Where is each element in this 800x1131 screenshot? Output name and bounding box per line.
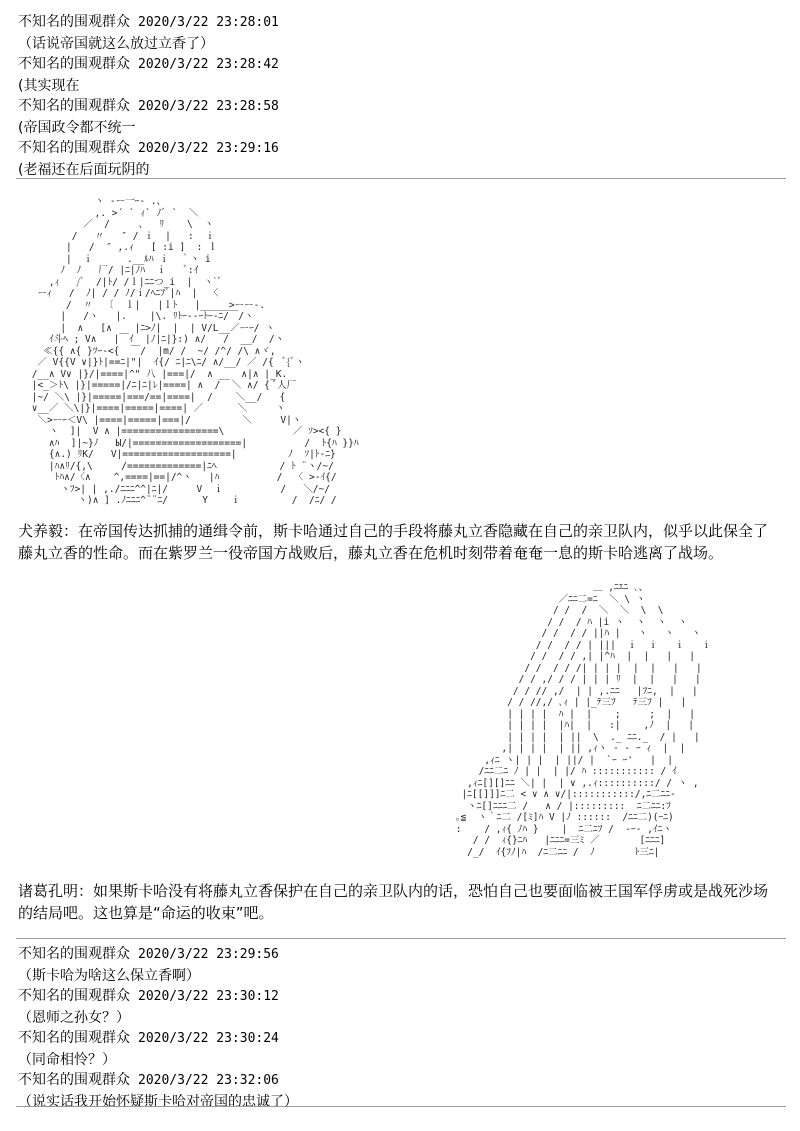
narration-text-1: 犬养毅：在帝国传达抓捕的通缉令前，斯卡哈通过自己的手段将藤丸立香隐藏在自己的亲卫队内，似乎以此保全了藤丸立香的性命。而在紫罗兰一役帝国方战败后，藤丸立香在危机时刻带着奄奄一息的斯卡哈逃离了战场。 [18, 522, 769, 562]
comment-header [18, 138, 786, 160]
comment-text: (其实现在 [18, 77, 80, 94]
section-divider [16, 1106, 786, 1107]
comment-header [18, 54, 786, 76]
comment-timestamp: 2020/3/22 23:30:12 [138, 989, 279, 1004]
comment-username: 不知名的围观群众 [18, 56, 130, 72]
comment-text: （斯卡哈为啥这么保立香啊） [18, 967, 200, 984]
comment-header [18, 12, 786, 34]
comment-text: （恩师之孙女？） [18, 1009, 130, 1026]
comment-header [18, 986, 786, 1008]
comment-header [18, 96, 786, 118]
comment-text: （话说帝国就这么放过立香了） [18, 35, 214, 52]
comment-timestamp: 2020/3/22 23:32:06 [138, 1073, 279, 1088]
comment-username: 不知名的围观群众 [18, 98, 130, 114]
comment-username: 不知名的围观群众 [18, 14, 130, 30]
comment-header [18, 1028, 786, 1050]
comment-header [18, 944, 786, 966]
comment-username: 不知名的围观群众 [18, 988, 130, 1004]
narration-text-2: 诸葛孔明：如果斯卡哈没有将藤丸立香保护在自己的亲卫队内的话，恐怕自己也要面临被王国军俘虏或是战死沙场的结局吧。这也算是“命运的收束”吧。 [18, 882, 769, 922]
comment-username: 不知名的围观群众 [18, 1072, 130, 1088]
section-divider [16, 178, 786, 179]
ascii-art-character-kneeling: ヽ -ー一ｰ- .、 ,. >´ ` ｨ` ﾉﾞ ` ＼ ／ / 、 ﾘ \ ヽ / 〃 ″ / ｉ | : ｉ | / ″ ,.ｨ [ :i ] : ｌ | ｉ .__ﾙﾊ ｉ ｀ヽ i ﾉ ﾉ 厂/ |ﾆ|ﾉﾊ ｉ ﾞ:ｲ ,ｨ /ﾞ /|ﾄ/ /ｌ|ﾆﾆつ_i | ヽ`ﾞ ーｨ / ﾉ| / / ﾉ/ｉ/ﾍﾆﾌﾞ|ﾊ | 〈 / 〃 〔 ｌ| |ｌﾄ |_____>ーー-. | /ヽ |. |\. ﾘﾄｰ--ｰﾄｰ-ﾆ/￣/ヽ | ∧ [∧ |ﾆ>ﾉ| | | V/L__／ーｰ/ ヽ ｲ斗ﾍ ; V∧ |￣ｲ |ﾉ|ﾆ|}:) ∧/ / __/ /ヽ ≪{{ ∧{ }ﾂｰ-<{ ￣/ |m/ / ~/ /^/ /\ ∧ヾ, ／ V{{V ∨|}ﾄ|==ﾆ|"| ｲ{/ ﾆ|ﾆ\ﾆ/ ∧/__/ ／ /{ ﾞ{ﾞヽ /__∧ V∨ |}/|====|^" 八 |===|/ ∧ __ ∧|∧ |_K. |<_＞ﾄ\ |}|=====|/ﾆ|ﾆ|ﾚ|====| ∧ / ＼ ∧/ { ﾞ人厂 |~/ ＼\ |}|=====|===/==|====| / ＼__/ { ∨__／ ＼\|}|====|=====|====| ／ ＼ ヽ ＼>ーｰ＜V\ |====|=====|===|/ ＼ V|ヽ ヽ ]| V ∧ |=================\ ／ ｿ><{ } ∧ﾊ ]|~}ﾉ Ы/|===================| / ﾄ{ﾊ }}ﾊ {∧.) ﾘK/ V|===================| ﾉ ｿ|ﾄ-ﾆ} |ﾊ∧ﾘ/{,\ /=============|ﾆﾍ / ﾄ ¨ヽ/~/ ﾄﾊ∧/〈∧ ^,====|==|/^ヽ |ﾊ / 〈 >-ｲ{/ ヽﾌ>| | ,./ﾆﾆﾆ^^|ﾆ|/ V ｉ / ＼/~/ ヽ)∧ ] .ﾉﾆﾆﾆ^¨¨ﾆ/ Y ｉ / /ﾆ/ / [31, 196, 359, 506]
comment-header [18, 1070, 786, 1092]
comment-username: 不知名的围观群众 [18, 1030, 130, 1046]
comment-thread-top [18, 12, 786, 180]
ascii-art-character-long-hair: ＿ ,ﾆｴﾆ ､、 ／ﾆﾆ二=ﾆ ＼ \ ヽ / / / ＼ ＼ \ \ / / / ﾊ |i ヽ ヽ ヽ ヽ / / / / ||ﾊ | ヽ ヽ ヽ / / / / | ||| ｉ ｉ ｉ ｉ / / / / ,| |^ﾊ | | | | / / / / /| | | | | | | | / / ,/ / / | | | ﾘ | | | | / / // ,/ | | ,.ﾆﾆ |ﾌﾆ, | | / / //,/ ､ｨ | |_ﾃ三ﾌ ﾃ三ﾌ | | | | | | ﾊ | | ; ; | | | | | | |ﾊ| | :| ,ﾉ | | | | | | | || \ ._ ﾆﾆ._ / | | ,| | | | | || ,ｨヽ ‐ ‐ ｰ ｨ | | ,ｨﾆ ヽ| | | | ||/ | `ｰ ｰ' | | /ﾆﾆ二ﾆ ﾉ | | | |/ ﾊ ::::::::::: / ｲ ,ｨﾆ[][]ﾆﾆ ＼| | | ∨ ,.ｨ::::::::::/ / ヽ , |ﾆ[[]]]ﾆ二 < ∨ ∧ ∨/|:::::::::::/,ﾆ二ﾆﾆ‐ ヽﾆ[]ﾆﾆﾆ二 / ∧ / |::::::::: ﾆ二ﾆﾆ:ﾌ ｡≦ ヽ｀ﾆ二 /[ﾐ]ﾊ V |ﾉ :::::: /ﾆﾆ二)(ｰﾆ) : / ,ｨ{ ﾉﾊ } | ﾆ二ﾆﾌ / ‐ｰ‐ ,ｲﾆヽ / / ｨ{}ﾆﾊ |ﾆﾆﾆ=三ﾐ ／ [ﾆﾆﾆ] /_/ ｲ{ﾌﾉ|ﾊ /ﾆ二ﾆﾆ / ﾉ ﾄ三ﾆ| [455, 582, 712, 858]
comment-text: （说实话我开始怀疑斯卡哈对帝国的忠诚了） [18, 1093, 298, 1110]
comment-timestamp: 2020/3/22 23:29:56 [138, 947, 279, 962]
comment-thread-bottom [18, 944, 786, 1112]
comment-text: (帝国政令都不统一 [18, 119, 136, 136]
comment-text: (老福还在后面玩阴的 [18, 161, 150, 178]
section-divider [16, 938, 786, 939]
comment-text: （同命相怜？） [18, 1051, 116, 1068]
comment-timestamp: 2020/3/22 23:30:24 [138, 1031, 279, 1046]
comment-timestamp: 2020/3/22 23:28:42 [138, 57, 279, 72]
comment-timestamp: 2020/3/22 23:28:01 [138, 15, 279, 30]
comment-timestamp: 2020/3/22 23:28:58 [138, 99, 279, 114]
comment-username: 不知名的围观群众 [18, 140, 130, 156]
comment-username: 不知名的围观群众 [18, 946, 130, 962]
comment-timestamp: 2020/3/22 23:29:16 [138, 141, 279, 156]
